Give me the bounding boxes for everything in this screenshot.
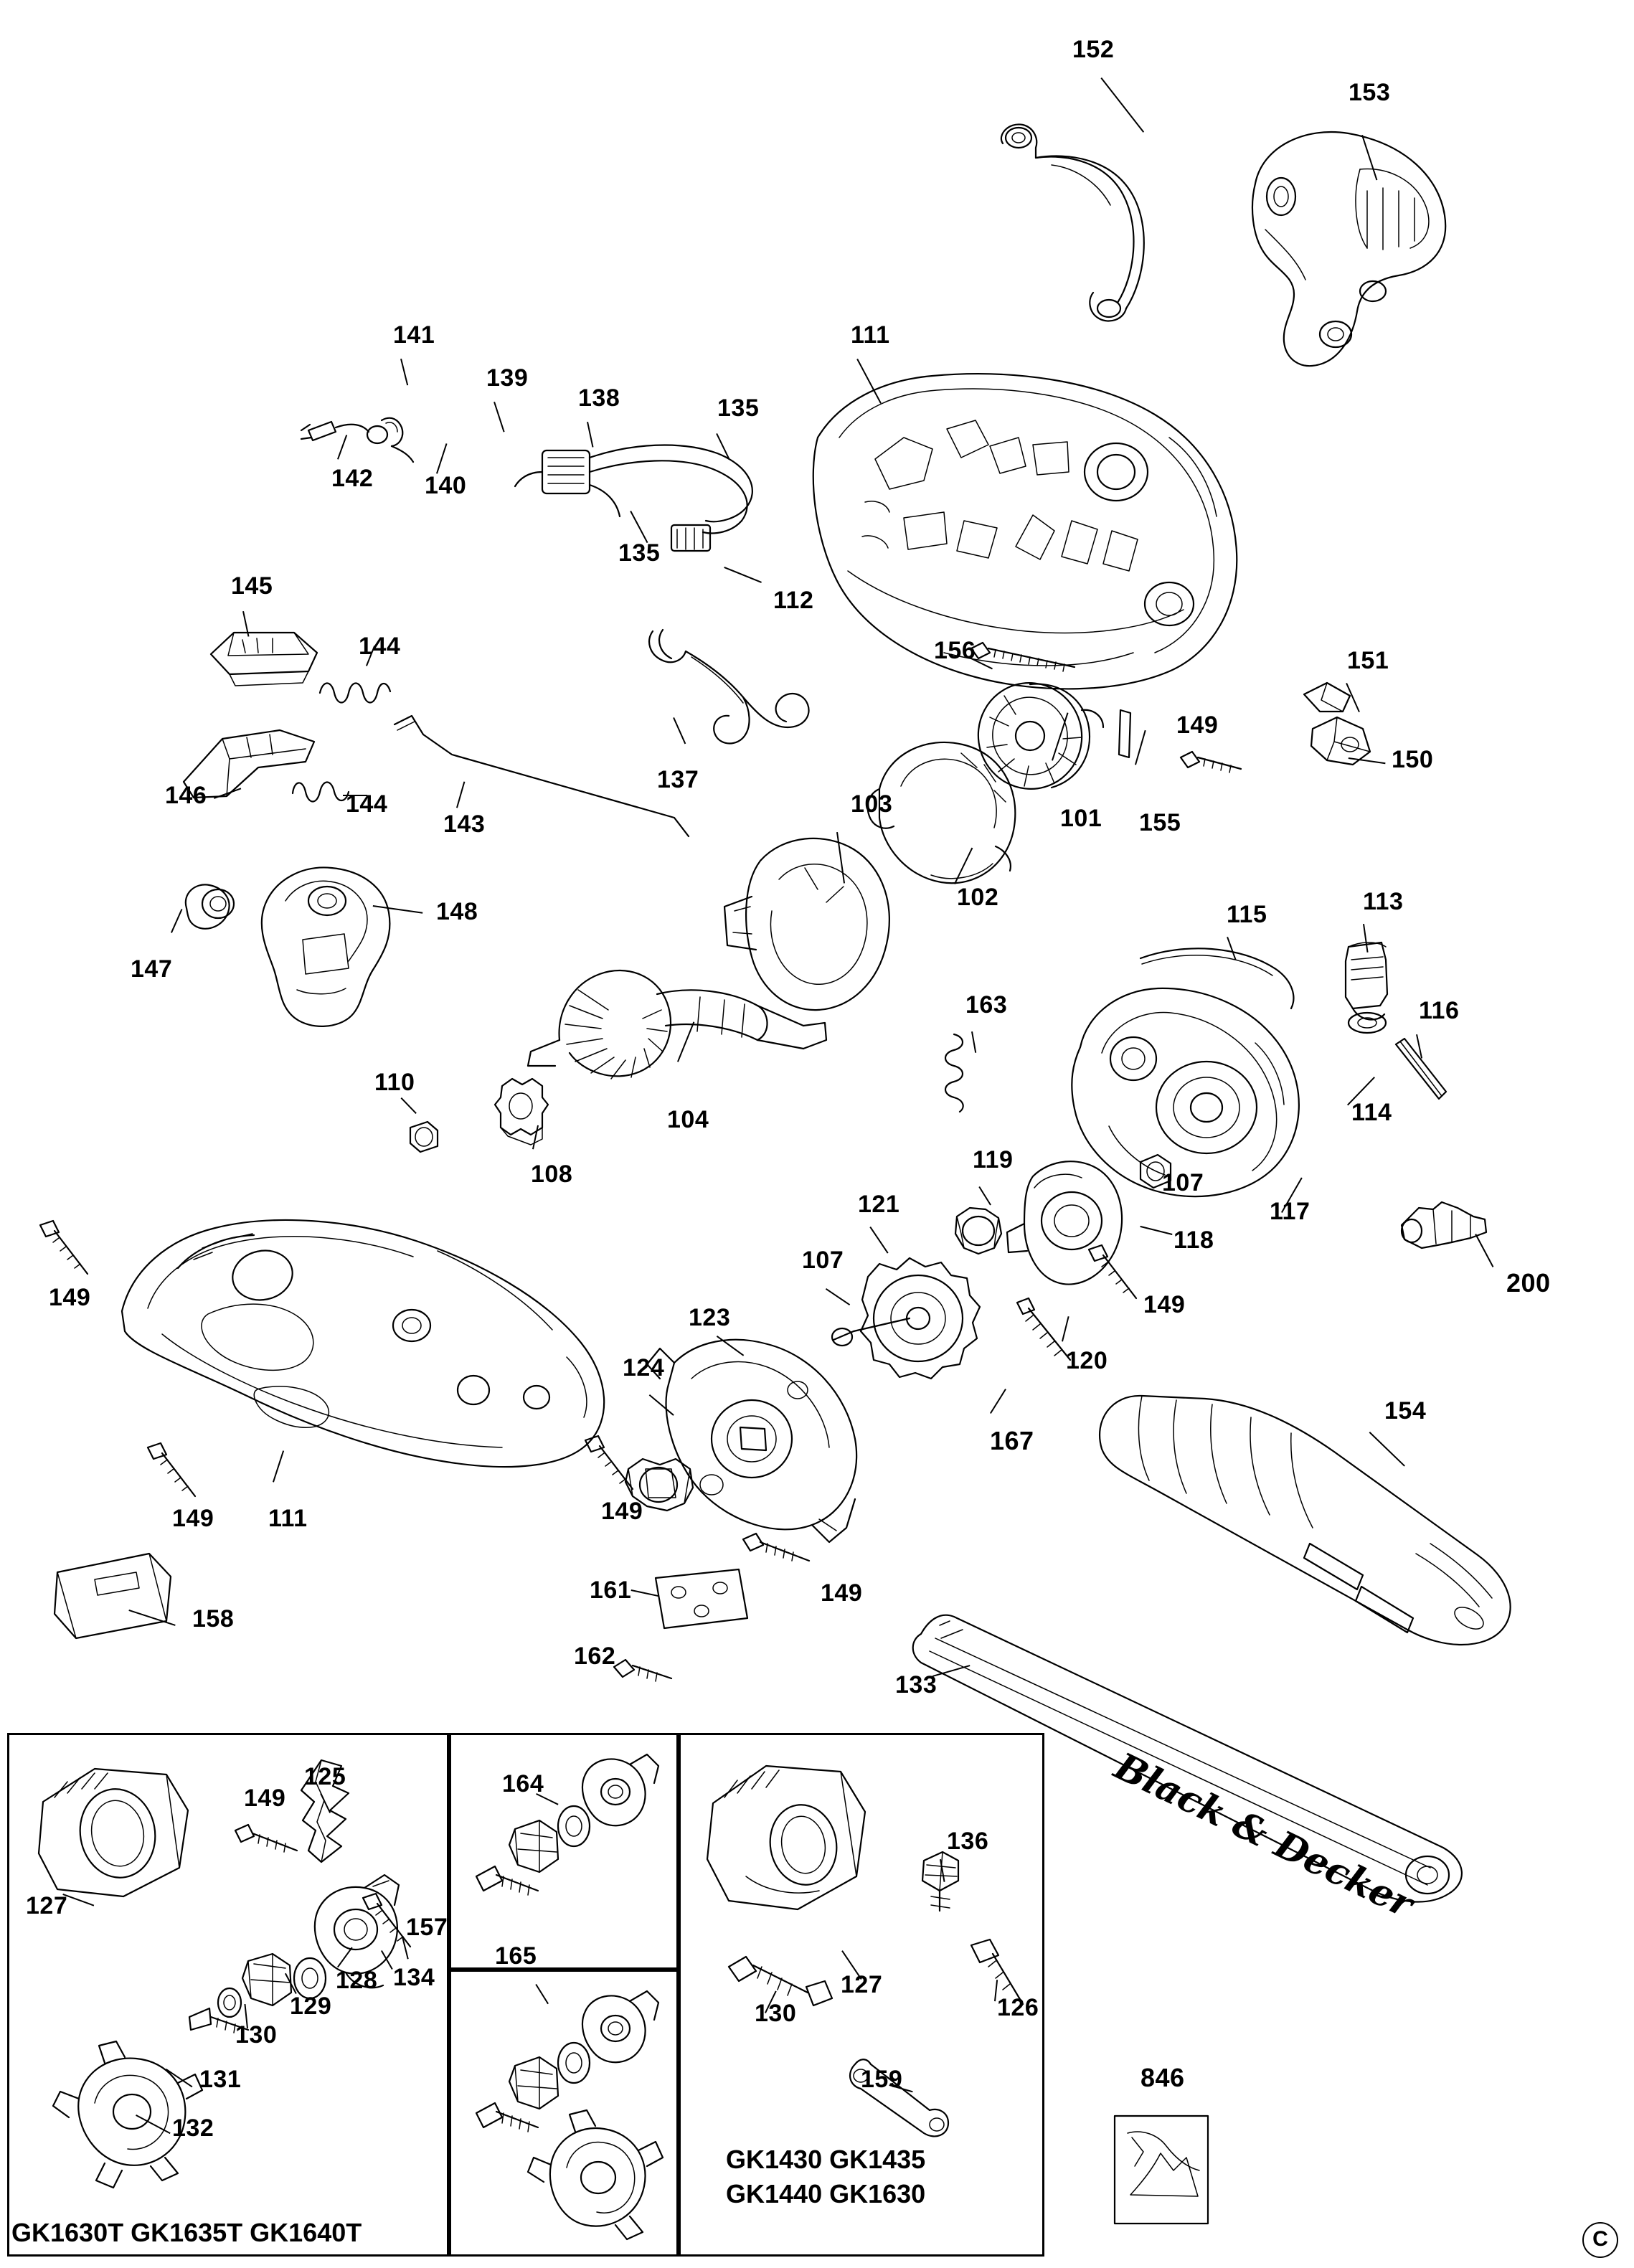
callout-846: 846 — [1141, 2063, 1185, 2092]
callout-133: 133 — [895, 1671, 938, 1698]
callout-127-a: 127 — [26, 1892, 68, 1919]
callout-123: 123 — [689, 1304, 731, 1331]
callout-117: 117 — [1270, 1198, 1310, 1225]
callout-140: 140 — [425, 472, 467, 499]
callout-103: 103 — [851, 790, 893, 818]
part-108-pinion — [473, 1062, 574, 1169]
callout-152: 152 — [1072, 36, 1115, 63]
variant-caption-left: GK1630T GK1635T GK1640T — [11, 2218, 362, 2247]
callout-116: 116 — [1419, 997, 1460, 1024]
callout-153: 153 — [1349, 79, 1391, 106]
callout-150: 150 — [1392, 746, 1434, 773]
callout-131: 131 — [199, 2066, 242, 2093]
callout-167: 167 — [990, 1426, 1034, 1455]
callout-130-b: 130 — [755, 2000, 797, 2027]
callout-111: 111 — [851, 321, 890, 349]
part-149-screw-d — [136, 1435, 215, 1513]
callout-151: 151 — [1347, 647, 1389, 674]
part-110-bushing — [396, 1109, 453, 1166]
callout-156: 156 — [934, 637, 976, 664]
callout-143: 143 — [443, 811, 486, 838]
part-165-assembly — [459, 1987, 674, 2245]
callout-155: 155 — [1139, 809, 1181, 836]
callout-113: 113 — [1363, 888, 1404, 915]
callout-149-d: 149 — [172, 1505, 214, 1532]
callout-102: 102 — [957, 884, 999, 911]
callout-132: 132 — [172, 2115, 214, 2142]
callout-120: 120 — [1066, 1347, 1108, 1374]
callout-126: 126 — [997, 1994, 1039, 2021]
callout-144-a: 144 — [359, 633, 401, 660]
part-159-link — [839, 2044, 968, 2159]
callout-163: 163 — [965, 991, 1008, 1019]
callout-127-b: 127 — [841, 1971, 883, 1998]
part-148-bracket — [237, 854, 423, 1047]
callout-162: 162 — [574, 1643, 616, 1670]
part-124-drive-sprocket — [595, 1427, 739, 1556]
callout-165: 165 — [495, 1942, 537, 1970]
callout-200: 200 — [1506, 1268, 1551, 1298]
part-116-pin — [1384, 1033, 1463, 1112]
part-164-assembly — [459, 1750, 674, 1958]
callout-146: 146 — [165, 782, 207, 809]
callout-135: 135 — [717, 394, 760, 422]
callout-108: 108 — [531, 1161, 573, 1188]
callout-107-a: 107 — [1162, 1169, 1204, 1196]
callout-110: 110 — [374, 1069, 415, 1096]
callout-128: 128 — [336, 1967, 378, 1994]
guide-bar-brand-text: Black & Decker — [1108, 1744, 1420, 1927]
callout-147: 147 — [131, 955, 173, 983]
callout-104: 104 — [667, 1106, 709, 1133]
callout-119: 119 — [973, 1146, 1014, 1173]
part-127-cover-right — [696, 1750, 904, 1965]
callout-149-g: 149 — [244, 1785, 286, 1812]
callout-136: 136 — [947, 1828, 989, 1855]
callout-148: 148 — [436, 898, 478, 925]
callout-144-b: 144 — [346, 790, 388, 818]
callout-101: 101 — [1060, 805, 1102, 832]
callout-149-a: 149 — [1176, 712, 1219, 739]
callout-145: 145 — [231, 572, 273, 600]
callout-138: 138 — [578, 384, 620, 412]
copyright-mark: C — [1582, 2222, 1618, 2258]
part-158-cover — [43, 1535, 201, 1657]
callout-114: 114 — [1351, 1099, 1392, 1126]
callout-107-b: 107 — [802, 1247, 844, 1274]
variant-caption-right-line1: GK1430 GK1435 — [726, 2145, 926, 2174]
callout-115: 115 — [1227, 901, 1267, 928]
part-200-accessory — [1377, 1176, 1521, 1284]
part-154-scabbard — [1076, 1363, 1535, 1764]
part-151-150-clamp — [1284, 667, 1442, 796]
part-113-oil-cap — [1320, 925, 1420, 1047]
callout-139: 139 — [486, 364, 529, 392]
callout-141: 141 — [393, 321, 435, 349]
part-152-handle-bar — [983, 115, 1198, 330]
part-846-literature — [1097, 2102, 1227, 2245]
callout-129: 129 — [290, 1993, 332, 2020]
callout-121: 121 — [858, 1191, 900, 1218]
callout-130-a: 130 — [235, 2021, 278, 2049]
part-144-spring-a — [314, 668, 400, 712]
callout-149-b: 149 — [1143, 1291, 1186, 1318]
part-130-screw-right — [717, 1937, 854, 2044]
variant-caption-right-line2: GK1440 GK1630 — [726, 2179, 926, 2208]
callout-157: 157 — [406, 1914, 448, 1941]
callout-124: 124 — [623, 1354, 665, 1381]
callout-135-b: 135 — [618, 539, 661, 567]
callout-159: 159 — [861, 2066, 903, 2093]
callout-125: 125 — [304, 1763, 346, 1790]
callout-134: 134 — [393, 1964, 435, 1991]
callout-118: 118 — [1173, 1227, 1214, 1254]
part-163-spring — [932, 1026, 997, 1119]
callout-142: 142 — [331, 465, 374, 492]
callout-158: 158 — [192, 1605, 235, 1633]
part-161-plate — [638, 1556, 768, 1650]
callout-154: 154 — [1384, 1397, 1427, 1424]
callout-161: 161 — [590, 1577, 632, 1604]
callout-149-f: 149 — [821, 1579, 863, 1607]
callout-111-b: 111 — [268, 1505, 308, 1532]
part-149-screw-c — [29, 1212, 108, 1291]
part-138-switch-cables — [502, 416, 811, 610]
callout-137: 137 — [657, 766, 699, 793]
callout-164: 164 — [502, 1770, 544, 1797]
callout-112: 112 — [773, 587, 814, 614]
part-149-screw-a — [1169, 739, 1255, 789]
callout-149-c: 149 — [49, 1284, 91, 1311]
callout-149-e: 149 — [601, 1498, 643, 1525]
